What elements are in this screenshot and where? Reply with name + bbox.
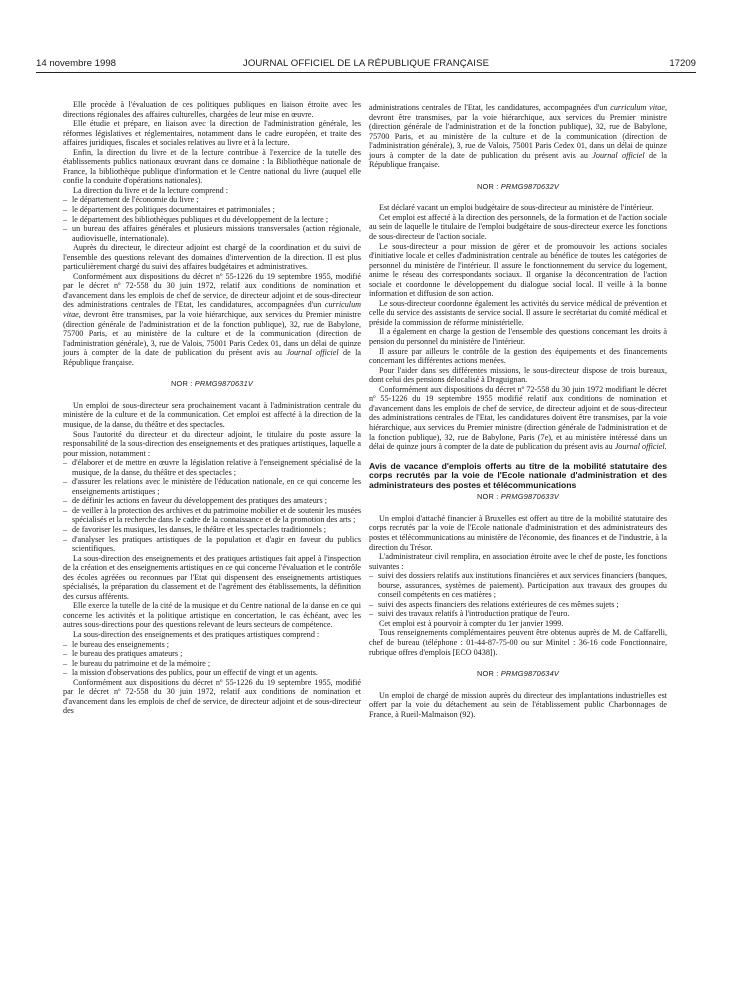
list-item: – la mission d'observations des publics, pour un effectif de vingt et un agents. [63,668,318,678]
paragraph: Elle étudie et prépare, en liaison avec la direction de l'administration générale, les réformes législatives et réglementaires, notamment dans le cadre européen, et traite des affaires juridiques, fiscales et sociales relatives au livre et à la lecture. [63,119,361,148]
paragraph: Elle procède à l'évaluation de ces politiques publiques en liaison étroite avec les directions régionales des affaires culturelles, chargées de leur mise en œuvre. [63,100,361,119]
paragraph: administrations centrales de l'Etat, les candidatures, accompagnées d'un curriculum vitae, devront être transmises, par la voie hiérarchique, aux services du Premier ministre (direction générale de l'administration et de la fonction publique), 32, rue de Babylone, 75700 Paris, et au ministère de la culture et de la communication (direction de l'administration générale), 3, rue de Valois, 75001 Paris Cedex 01, dans un délai de quinze jours à compter de la date de publication du présent avis au Journal officiel de la République française. [369,103,668,170]
paragraph: Elle exerce la tutelle de la cité de la musique et du Centre national de la danse en ce qui concerne les activités et la politique artistique en concertation, le cas échéant, avec les autres sous-directions pour des questions relevant de leurs secteurs de compétence. [63,601,361,630]
list-item: – le département des politiques documentaires et patrimoniales ; [63,205,275,215]
paragraph: La sous-direction des enseignements et des pratiques artistiques fait appel à l'inspection de la création et des enseignements artistiques en ce qui concerne l'évaluation et le contrôle des écoles agréées ou reconnues par l'Etat qui dispensent des enseignements artistiques spécialisés, la préparation du classement et de l'agrément des établissements, la définition des cursus afférents. [63,553,361,601]
paragraph: L'administrateur civil remplira, en association étroite avec le chef de poste, les fonctions suivantes : [369,552,667,571]
paragraph: Un emploi de chargé de mission auprès du directeur des implantations industrielles est offert par la voie du détachement au sein de l'établissement public Charbonnages de France, à Rueil-Malmaison (92). [369,690,667,719]
paragraph: Conformément aux dispositions du décret nº 55-1226 du 19 septembre 1955, modifié par le décret nº 72-558 du 30 juin 1972, relatif aux conditions de nomination et d'avancement dans les emplois de chef de service, de directeur adjoint et de sous-directeur des [63,677,361,716]
nor-reference: NOR : PRMG9870631V [170,379,254,389]
paragraph: Un emploi d'attaché financier à Bruxelles est offert au titre de la mobilité statutaire des corps recrutés par la voie de l'Ecole nationale d'administration et des administrateurs des postes et télécommunications au ministère de l'économie, des finances et de l'industrie, à la direction du Trésor. [369,513,667,552]
nor-reference: NOR : PRMG9870633V [476,492,560,502]
header-page-number: 17209 [669,58,696,69]
paragraph: Il a également en charge la gestion de l'ensemble des questions concernant les droits à pension du personnel du ministère de l'intérieur. [369,327,667,347]
paragraph: Il assure par ailleurs le contrôle de la gestion des équipements et des financements concernant les différentes actions menées. [369,346,667,366]
list-item: – le bureau des enseignements ; [63,639,170,649]
paragraph: La sous-direction des enseignements et des pratiques artistiques comprend : [73,629,320,639]
list-bureaux [63,640,361,678]
list-item: – de favoriser les musiques, les danses, le théâtre et les spectacles traditionnels ; [63,524,327,534]
list-item: – de veiller à la protection des archives et du patrimoine mobilier et de soutenir les musées spécialisés et la recherche dans le cadre de la connaissance et de la promotion des arts ; [63,505,361,525]
paragraph: Enfin, la direction du livre et de la lecture contribue à l'exercice de la tutelle des établissements publics nationaux œuvrant dans ce domaine : la Bibliothèque nationale de France, la bibliothèque publique d'information et le Centre national du livre (auquel elle confie la conduite d'opérations nationales). [63,147,361,186]
list-item: – d'analyser les pratiques artistiques de la population et d'agir en faveur du publics scientifiques. [63,534,361,554]
list-item: – de définir les actions en faveur du développement des pratiques des amateurs ; [63,496,327,506]
left-column [63,100,361,716]
paragraph: Sous l'autorité du directeur et du directeur adjoint, le titulaire du poste assure la responsabilité de la sous-direction des enseignements et des pratiques artistiques, laquelle a pour mission, notamment : [63,429,361,458]
paragraph: Pour l'aider dans ses différentes missions, le sous-directeur dispose de trois bureaux, dont celui des pensions délocalisé à Draguignan. [369,365,667,385]
list-item: – suivi des travaux relatifs à l'introduction pratique de l'euro. [369,609,570,619]
list-item: – un bureau des affaires générales et plusieurs missions transversales (action régionale, audiovisuelle, internationale). [63,224,361,243]
list-item: – suivi des aspects financiers des relations extérieures de ces mêmes sujets ; [369,599,619,609]
header-rule [36,72,696,73]
header-date: 14 novembre 1998 [36,58,117,69]
paragraph: Tous renseignements complémentaires peuvent être obtenus auprès de M. de Caffarelli, chef de bureau (téléphone : 01-44-87-75-00 ou sur Minitel : 36-16 code Fonctionnaire, rubrique offres d'emplois [ECO 0438]). [369,628,667,657]
section-heading: Avis de vacance d'emplois offerts au titre de la mobilité statutaire des corps recrutés par la voie de l'Ecole nationale d'administration et des administrateurs des postes et télécommunications [369,460,667,490]
paragraph: Le sous-directeur coordonne également les activités du service médical de prévention et celle du service des assistants de service social. Il assure le secrétariat du comité médical et préside la commission de réforme ministérielle. [369,298,667,327]
paragraph: Conformément aux dispositions du décret nº 72-558 du 30 juin 1972 modifiant le décret nº 55-1226 du 19 septembre 1955 modifié relatif aux conditions de nomination et d'avancement dans les emplois de chef de service, de directeur adjoint et de sous-directeur des administrations centrales de l'Etat, les candidatures doivent être transmises, par la voie hiérarchique, aux services du Premier ministre (direction générale de l'administration et de la fonction publique), 32, rue de Babylone, Paris (7e), et au ministère intéressé dans un délai de quinze jours à compter de la date de publication du présent avis au Journal officiel. [369,384,667,452]
list-item: – suivi des dossiers relatifs aux institutions financières et aux services financiers (banques, bourse, assurances, systèmes de paiement). Participation aux travaux des groupes du conseil compétents en ces matières ; [369,571,667,600]
list-item: – d'élaborer et de mettre en œuvre la législation relative à l'enseignement spécialisé de la musique, de la danse, du théâtre et des spectacles ; [63,458,361,477]
paragraph: Cet emploi est à pourvoir à compter du 1er janvier 1999. [379,618,564,628]
nor-reference: NOR : PRMG9870634V [476,669,560,679]
list-item: – le département des bibliothèques publiques et du développement de la lecture ; [63,214,329,224]
paragraph: Le sous-directeur a pour mission de gérer et de promouvoir les actions sociales d'initiative locale et celles d'administration centrale au bénéfice de toutes les catégories de personnel du ministère de l'intérieur. Il assure le fonctionnement du service du logement, anime le réseau des correspondants sociaux. Il organise la déconcentration de l'action sociale et coordonne le développement du dialogue social local. Il veille à la bonne information et diffusion de son action. [369,241,667,299]
paragraph: Auprès du directeur, le directeur adjoint est chargé de la coordination et du suivi de l'ensemble des questions relevant des domaines d'intervention de la direction. Il est plus particulièrement chargé du suivi des affaires budgétaires et administratives. [63,243,361,272]
list-item: – d'assurer les relations avec le ministère de l'éducation nationale, en ce qui concerne les enseignements artistiques ; [63,477,361,496]
header-journal-title: JOURNAL OFFICIEL DE LA RÉPUBLIQUE FRANÇAISE [242,58,490,69]
right-column [369,103,667,719]
paragraph: Conformément aux dispositions du décret nº 55-1226 du 19 septembre 1955, modifié par le décret nº 72-558 du 30 juin 1972, relatif aux conditions de nomination et d'avancement dans les emplois de chef de service, de directeur adjoint et de sous-directeur des administrations centrales de l'Etat, les candidatures, accompagnées d'un curriculum vitae, devront être transmises, par la voie hiérarchique, aux services du Premier ministre (direction générale de l'administration et de la fonction publique), 32, rue de Babylone, 75700 Paris, et au ministère de la culture et de la communication (direction de l'administration générale), 3, rue de Valois, 75001 Paris Cedex 01, dans un délai de quinze jours à compter de la date de publication du présent avis au Journal officiel de la République française. [63,271,362,367]
list-item: – le département de l'économie du livre ; [63,195,199,205]
list-item: – le bureau des pratiques amateurs ; [63,649,183,659]
list-item: – le bureau du patrimoine et de la mémoire ; [63,658,211,668]
paragraph: Cet emploi est affecté à la direction des personnels, de la formation et de l'action sociale au sein de laquelle le titulaire de l'emploi budgétaire de sous-directeur exerce les fonctions de sous-directeur de l'action sociale. [369,212,667,242]
paragraph: Est déclaré vacant un emploi budgétaire de sous-directeur au ministère de l'intérieur. [379,203,654,213]
list-direction-livre [63,195,361,243]
nor-reference: NOR : PRMG9870632V [476,181,560,191]
paragraph: Un emploi de sous-directeur sera prochainement vacant à l'administration centrale du ministère de la culture et de la communication. Cet emploi est affecté à la direction de la musique, de la danse, du théâtre et des spectacles. [63,400,361,429]
list-missions [63,458,361,553]
list-fonctions [369,571,667,619]
paragraph: La direction du livre et de la lecture comprend : [73,185,228,195]
